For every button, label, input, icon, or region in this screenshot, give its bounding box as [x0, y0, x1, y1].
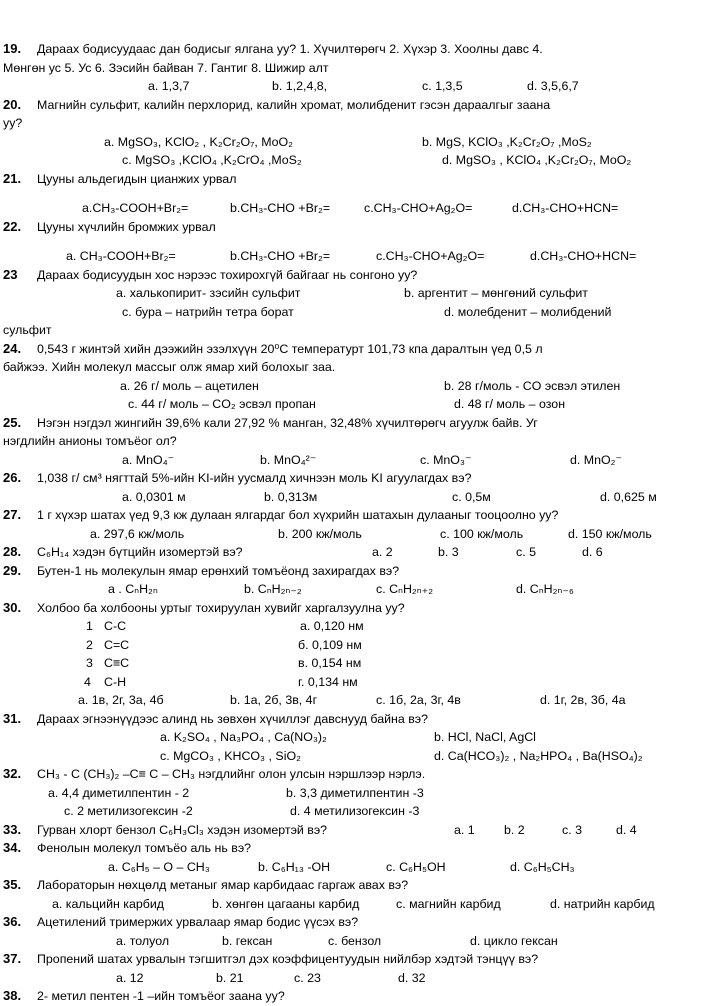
answer-options: [0, 969, 728, 988]
option-b: b. MgS, KClO₃ ,K₂Cr₂O₇ ,MoS₂: [422, 134, 592, 149]
option-b: b. CₙH₂ₙ₋₂: [244, 582, 302, 596]
question-37: [0, 950, 728, 969]
question-32: [0, 765, 728, 784]
option-d: d. 1г, 2в, 3б, 4а: [540, 693, 626, 707]
bond-type: C-C: [104, 619, 127, 633]
matching-row: [0, 673, 728, 692]
answer-options: [0, 395, 728, 414]
question-text: Ацетилений тримержих урвалаар ямар бодис үүсэх вэ?: [37, 915, 359, 929]
answer-options: [0, 784, 728, 803]
question-text: Фенолын молекул томъёо аль нь вэ?: [37, 841, 252, 855]
option-b: b. 1,2,4,8,: [272, 79, 328, 93]
answer-options: [0, 802, 728, 821]
option-a: a. 0,0301 м: [122, 489, 186, 504]
question-number: 33.: [3, 821, 22, 837]
option-d: d. 150 кж/моль: [568, 526, 652, 541]
option-a: a. 1,3,7: [148, 79, 190, 93]
row-number: 4: [84, 674, 91, 689]
option-c: c. 1,3,5: [422, 79, 463, 93]
question-number: 24.: [3, 340, 22, 356]
question-text-cont: нэгдлийн анионы томъёог ол?: [3, 434, 177, 448]
question-text: 2- метил пентен -1 –ийн томъёог заана уу?: [37, 989, 285, 1003]
option-a: a. халькопирит- зэсийн сульфит: [116, 286, 301, 300]
question-text: Дараах бодисуудын хос нэрээс тохирохгүй байгааг нь сонгоно уу?: [37, 267, 418, 282]
question-25: [0, 414, 728, 433]
answer-options: [0, 728, 728, 747]
option-c: c. 3: [562, 822, 582, 837]
question-text: C₆H₁₄ хэдэн бүтцийн изомертэй вэ?: [37, 545, 243, 559]
answer-options: [0, 747, 728, 766]
question-number: 27.: [3, 507, 22, 522]
bond-type: C≡C: [104, 656, 130, 670]
option-a: a. MgSO₃, KClO₂ , K₂Cr₂O₇, MoO₂: [104, 134, 293, 149]
option-a: a. 297,6 кж/моль: [90, 526, 185, 541]
question-20: [0, 96, 728, 115]
option-a: a. 1: [454, 822, 475, 837]
answer-options: [0, 525, 728, 544]
option-d: d.CH₃-CHO+HCN=: [512, 201, 619, 215]
option-a: a. C₆H₅ – O – CH₃: [108, 859, 210, 874]
question-26: [0, 469, 728, 488]
option-a: a.CH₃-COOH+Br₂=: [82, 201, 189, 215]
answer-options: [0, 932, 728, 951]
answer-options: [0, 377, 728, 396]
answer-options: [0, 858, 728, 877]
question-text: 0,543 г жинтэй хийн дээжийн эзэлхүүн 20⁰С температурт 101,73 кпа даралтын үед 0,5 л: [37, 341, 543, 356]
question-text: CH₃ - C (CH₃)₂ –C≡ C – CH₃ нэгдлийнг олон улсын нэршлээр нэрлэ.: [37, 767, 426, 781]
bond-type: C-H: [104, 674, 127, 689]
option-b: b.CH₃-CHO +Br₂=: [230, 249, 331, 263]
option-c: c. MnO₃⁻: [420, 452, 472, 467]
question-number: 26.: [3, 470, 22, 485]
option-d: d. 4: [616, 822, 637, 837]
question-text: Пропений шатах урвалын тэгшитгэл дэх коэффицентуудын нийлбэр хэдтэй тэнцүү вэ?: [37, 952, 539, 966]
question-30: [0, 599, 728, 618]
bond-length: б. 0,109 нм: [298, 637, 362, 652]
option-b: b. аргентит – мөнгөний сульфит: [404, 286, 588, 300]
question-number: 38.: [3, 988, 22, 1003]
option-c: c.CH₃-CHO+Ag₂O=: [376, 249, 485, 263]
question-number: 28.: [3, 544, 22, 559]
option-d: d.CH₃-CHO+HCN=: [530, 249, 637, 263]
option-a: a. 2: [372, 545, 393, 559]
question-text: Лабораторын нөхцөлд метаныг ямар карбидаас гаргаж авах вэ?: [37, 878, 409, 892]
row-number: 3: [86, 656, 93, 670]
question-text: Дараах бодисуудаас дан бодисыг ялгана уу? 1. Хүчилтөрөгч 2. Хүхэр 3. Хоолны давс 4.: [37, 42, 543, 56]
bond-length: в. 0,154 нм: [298, 656, 362, 670]
question-22: [0, 218, 728, 237]
option-c: c. бура – натрийн тетра борат: [122, 304, 294, 319]
option-a: a. кальцийн карбид: [52, 896, 164, 911]
option-b: b. 3: [438, 545, 459, 559]
matching-row: [0, 636, 728, 655]
question-number: 19.: [3, 41, 22, 56]
option-d: d. Ca(HCO₃)₂ , Na₂HPO₄ , Ba(HSO₄)₂: [434, 748, 643, 763]
question-24: [0, 340, 728, 359]
option-d: d. MnO₂⁻: [570, 452, 622, 467]
answer-options: [0, 247, 728, 266]
option-d: d. CₙH₂ₙ₋₆: [516, 582, 574, 596]
question-number: 30.: [3, 599, 22, 615]
question-19: [0, 40, 728, 59]
question-text: Холбоо ба холбооны уртыг тохируулан хувийг харгалзуулна уу?: [37, 600, 405, 615]
option-c: c. 2 метилизогексин -2: [64, 804, 193, 818]
option-c: c. 0,5м: [452, 489, 491, 504]
option-c: c. бензол: [328, 933, 382, 948]
option-b: b. 21: [216, 970, 244, 985]
answer-options: [0, 303, 728, 322]
option-c: c. магнийн карбид: [396, 896, 501, 911]
question-31: [0, 710, 728, 729]
bond-length: a. 0,120 нм: [300, 619, 364, 633]
option-d: d. 3,5,6,7: [527, 79, 579, 93]
option-c: c. CₙH₂ₙ₊₂: [376, 582, 434, 596]
option-d-cont: сульфит: [3, 323, 52, 337]
option-b: b. гексан: [222, 933, 273, 948]
bond-type: C=C: [104, 637, 130, 652]
question-number: 22.: [3, 218, 22, 234]
question-33: [0, 821, 728, 840]
option-a: a. 4,4 диметилпентин - 2: [48, 785, 190, 800]
option-a: a. 1в, 2г, 3а, 4б: [78, 693, 164, 707]
option-a: a. CH₃-COOH+Br₂=: [66, 249, 176, 263]
option-d: d. 0,625 м: [600, 489, 657, 504]
question-38: [0, 987, 728, 1006]
answer-options: [0, 580, 728, 599]
answer-options: [0, 451, 728, 470]
option-b: b. 0,313м: [264, 489, 318, 504]
question-number: 23: [3, 266, 18, 282]
question-number: 35.: [3, 877, 22, 892]
option-d: d. молебденит – молибдений: [444, 304, 612, 319]
row-number: 1: [86, 619, 93, 633]
question-text: 1 г хүхэр шатах үед 9,3 кж дулаан ялгардаг бол хүхрийн шатахын дулааныг тооцоолно уу?: [37, 508, 559, 522]
option-a: a. 26 г/ моль – ацетилен: [120, 378, 259, 393]
option-b: b. MnO₄²⁻: [260, 452, 317, 467]
answer-options: [0, 284, 728, 303]
question-35: [0, 876, 728, 895]
option-b: b. C₆H₁₃ -OH: [258, 859, 331, 874]
option-c: c. C₆H₅OH: [386, 859, 446, 874]
option-d: d. натрийн карбид: [550, 896, 655, 911]
bond-length: г. 0,134 нм: [298, 674, 358, 689]
question-number: 21.: [3, 170, 22, 186]
option-c: c. 5: [516, 545, 536, 559]
question-number: 29.: [3, 562, 22, 578]
answer-options: [0, 151, 728, 170]
option-b: b. 200 кж/моль: [278, 526, 362, 541]
option-b: b. 28 г/моль - CO эсвэл этилен: [444, 378, 621, 393]
question-text: Гурван хлорт бензол C₆H₃Cl₃ хэдэн изомертэй вэ?: [37, 822, 328, 837]
question-text: Дараах эгнээнүүдээс алинд нь зөвхөн хүчиллэг давснууд байна вэ?: [37, 711, 428, 726]
matching-row: [0, 617, 728, 636]
row-number: 2: [86, 637, 93, 652]
question-29: [0, 562, 728, 581]
option-b: b. 1а, 2б, 3в, 4г: [230, 693, 318, 707]
question-text: 1,038 г/ см³ нягттай 5%-ийн KI-ийн уусмалд хичнээн моль KI агуулагдах вэ?: [37, 471, 472, 485]
option-a: a . CₙH₂ₙ: [108, 582, 158, 596]
matching-row: [0, 654, 728, 673]
question-text: Бутен-1 нь молекулын ямар ерөнхий томъёонд захирагдах вэ?: [37, 563, 400, 578]
option-d: d. 32: [398, 970, 426, 985]
question-text: Цууны хүчлийн бромжих урвал: [37, 219, 216, 234]
question-text-cont: байжээ. Хийн молекул массыг олж ямар хий болохыг заа.: [3, 360, 336, 374]
option-c: c. MgSO₃ ,KClO₄ ,K₂CrO₄ ,MoS₂: [122, 153, 302, 167]
option-c: c. 100 кж/моль: [440, 526, 524, 541]
question-23: [0, 266, 728, 285]
option-d: d. 4 метилизогексин -3: [290, 804, 420, 818]
option-d: d. C₆H₅CH₃: [510, 859, 575, 874]
question-text: Цууны альдегидын цианжих урвал: [37, 171, 237, 186]
option-d: d. 6: [582, 545, 603, 559]
question-34: [0, 839, 728, 858]
option-b: b. HCl, NaCl, AgCl: [434, 730, 536, 744]
option-d: d. цикло гексан: [470, 933, 558, 948]
question-number: 32.: [3, 766, 22, 781]
option-c: c. 1б, 2а, 3г, 4в: [376, 693, 461, 707]
option-b: b.CH₃-CHO +Br₂=: [230, 201, 331, 215]
question-number: 25.: [3, 414, 22, 430]
question-36: [0, 913, 728, 932]
question-28: [0, 543, 728, 562]
question-text: Магнийн сульфит, калийн перхлорид, калийн хромат, молибденит гэсэн дараалгыг заана: [37, 97, 551, 112]
option-c: c. 23: [294, 970, 321, 985]
question-27: [0, 506, 728, 525]
question-text-cont: уу?: [3, 116, 23, 130]
answer-options: [0, 77, 728, 96]
question-text-cont: Мөнгөн ус 5. Ус 6. Зэсийн байван 7. Гантиг 8. Шижир алт: [3, 60, 329, 75]
answer-options: [0, 691, 728, 710]
option-b: b. хөнгөн цагааны карбид: [212, 896, 360, 911]
option-b: b. 3,3 диметилпентин -3: [286, 785, 424, 800]
question-number: 20.: [3, 96, 22, 112]
option-c: c. 44 г/ моль – CO₂ эсвэл пропан: [128, 397, 316, 411]
option-c: c. MgCO₃ , KHCO₃ , SiO₂: [160, 748, 301, 763]
option-b: b. 2: [504, 822, 525, 837]
option-a: a. MnO₄⁻: [122, 452, 175, 467]
question-text: Нэгэн нэгдэл жингийн 39,6% кали 27,92 % манган, 32,48% хүчилтөрөгч агуулж байв. Уг: [37, 415, 538, 430]
answer-options: [0, 488, 728, 507]
option-a: a. 12: [116, 970, 144, 985]
answer-options: [0, 199, 728, 218]
option-a: a. толуол: [116, 933, 170, 948]
question-number: 37.: [3, 951, 22, 966]
question-number: 31.: [3, 710, 22, 726]
question-number: 34.: [3, 840, 22, 855]
answer-options: [0, 133, 728, 152]
option-c: c.CH₃-CHO+Ag₂O=: [364, 201, 473, 215]
question-number: 36.: [3, 914, 22, 929]
option-a: a. K₂SO₄ , Na₃PO₄ , Ca(NO₃)₂: [160, 730, 327, 744]
option-d: d. MgSO₃ , KClO₄ ,K₂Cr₂O₇, MoO₂: [442, 153, 632, 167]
answer-options: [0, 895, 728, 914]
option-d: d. 48 г/ моль – озон: [454, 397, 566, 411]
question-21: [0, 170, 728, 189]
test-page: [0, 40, 728, 1006]
